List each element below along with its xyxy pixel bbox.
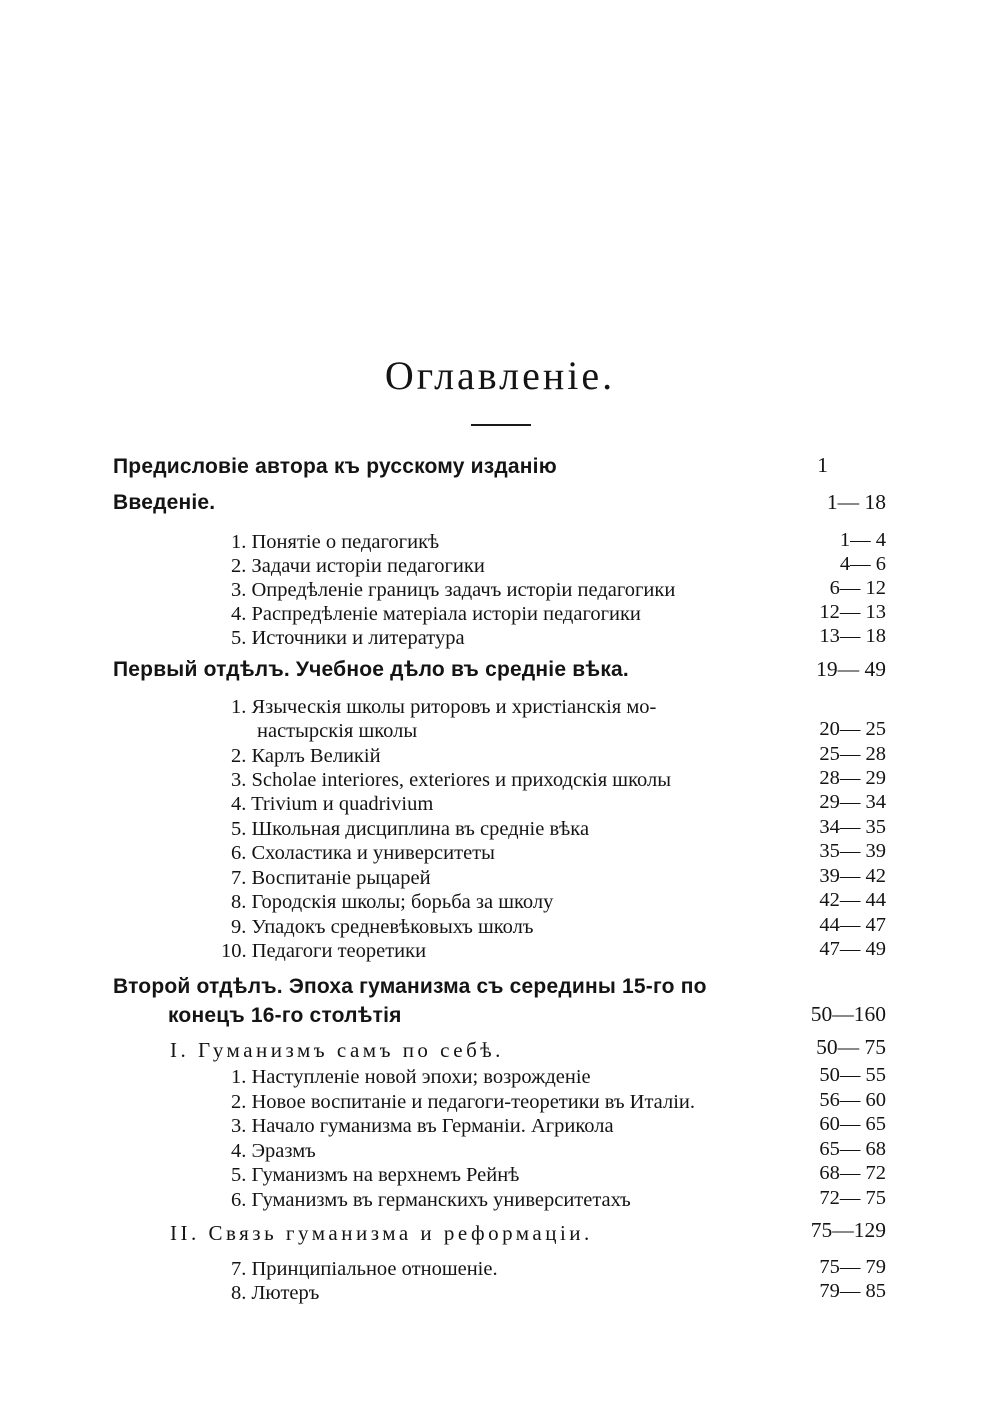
toc-entry: 5. Гуманизмъ на верхнемъ Рейнѣ: [231, 1164, 520, 1186]
toc-entry: 9. Упадокъ средневѣковыхъ школъ: [231, 916, 534, 938]
title-divider: [471, 424, 531, 426]
toc-page-number: 25— 28: [819, 743, 886, 765]
toc-entry: 1. Понятіе о педагогикѣ: [231, 531, 440, 553]
toc-entry: 10. Педагоги теоретики: [221, 940, 427, 962]
toc-section-continuation: конецъ 16-го столѣтія: [168, 1004, 402, 1027]
toc-page-number: 6— 12: [829, 577, 886, 599]
toc-page-number: 13— 18: [819, 625, 886, 647]
toc-page-number: 29— 34: [819, 791, 886, 813]
toc-entry: 2. Задачи исторіи педагогики: [231, 555, 485, 577]
toc-page-number: 1— 4: [839, 529, 886, 551]
toc-entry: 1. Языческія школы риторовъ и христіанскія мо-: [231, 696, 657, 718]
toc-page-number: 75— 79: [819, 1256, 886, 1278]
toc-entry: 2. Новое воспитаніе и педагоги-теоретики въ Италіи.: [231, 1091, 695, 1113]
toc-entry: 4. Trivium и quadrivium: [231, 793, 434, 815]
toc-page-number: 12— 13: [819, 601, 886, 623]
toc-entry: 3. Опредѣленіе границъ задачъ исторіи педагогики: [231, 579, 676, 601]
toc-entry: 5. Школьная дисциплина въ средніе вѣка: [231, 818, 590, 840]
toc-entry-preface: Предисловіе автора къ русскому изданію: [113, 455, 557, 478]
toc-section-first: Первый отдѣлъ. Учебное дѣло въ средніе вѣка.: [113, 658, 629, 681]
toc-page-number: 1: [817, 453, 828, 477]
toc-entry: 4. Распредѣленіе матеріала исторіи педагогики: [231, 603, 641, 625]
toc-page-number: 50—160: [810, 1002, 886, 1026]
toc-entry: 6. Схоластика и университеты: [231, 842, 495, 864]
page-title: Оглавленіе.: [384, 353, 616, 398]
toc-page-number: 4— 6: [839, 553, 886, 575]
toc-entry: 8. Городскія школы; борьба за школу: [231, 891, 554, 913]
toc-page-number: 75—129: [810, 1218, 886, 1242]
toc-entry: 7. Воспитаніе рыцарей: [231, 867, 431, 889]
toc-page-number: 50— 55: [819, 1064, 886, 1086]
toc-page-number: 20— 25: [819, 718, 886, 740]
toc-page-number: 72— 75: [819, 1187, 886, 1209]
toc-entry: 3. Scholae interiores, exteriores и приходскія школы: [231, 769, 671, 791]
toc-page-number: 47— 49: [819, 938, 886, 960]
toc-section-second: Второй отдѣлъ. Эпоха гуманизма съ середины 15-го по: [113, 975, 707, 998]
toc-page-number: 60— 65: [819, 1113, 886, 1135]
toc-page-number: 35— 39: [819, 840, 886, 862]
toc-entry: 2. Карлъ Великій: [231, 745, 381, 767]
toc-subsection: II. Связь гуманизма и реформаціи.: [170, 1221, 593, 1245]
toc-entry-continuation: настырскія школы: [257, 720, 418, 742]
toc-entry: 3. Начало гуманизма въ Германіи. Агрикола: [231, 1115, 614, 1137]
toc-entry: 8. Лютеръ: [231, 1282, 320, 1304]
toc-page-number: 1— 18: [826, 490, 886, 514]
toc-page-number: 39— 42: [819, 865, 886, 887]
toc-entry: 5. Источники и литература: [231, 627, 465, 649]
toc-page-number: 68— 72: [819, 1162, 886, 1184]
toc-page-number: 42— 44: [819, 889, 886, 911]
toc-page-number: 65— 68: [819, 1138, 886, 1160]
toc-page-number: 44— 47: [819, 914, 886, 936]
toc-page-number: 28— 29: [819, 767, 886, 789]
toc-entry: 6. Гуманизмъ въ германскихъ университетахъ: [231, 1189, 631, 1211]
toc-subsection: I. Гуманизмъ самъ по себѣ.: [170, 1038, 504, 1062]
toc-page-number: 56— 60: [819, 1089, 886, 1111]
toc-page-number: 34— 35: [819, 816, 886, 838]
toc-entry: 1. Наступленіе новой эпохи; возрожденіе: [231, 1066, 591, 1088]
toc-page-number: 19— 49: [816, 657, 886, 681]
toc-page-number: 50— 75: [816, 1035, 886, 1059]
toc-page-number: 79— 85: [819, 1280, 886, 1302]
toc-entry: 7. Принципіальное отношеніе.: [231, 1258, 498, 1280]
toc-entry: 4. Эразмъ: [231, 1140, 316, 1162]
toc-entry-introduction: Введеніе.: [113, 491, 216, 514]
